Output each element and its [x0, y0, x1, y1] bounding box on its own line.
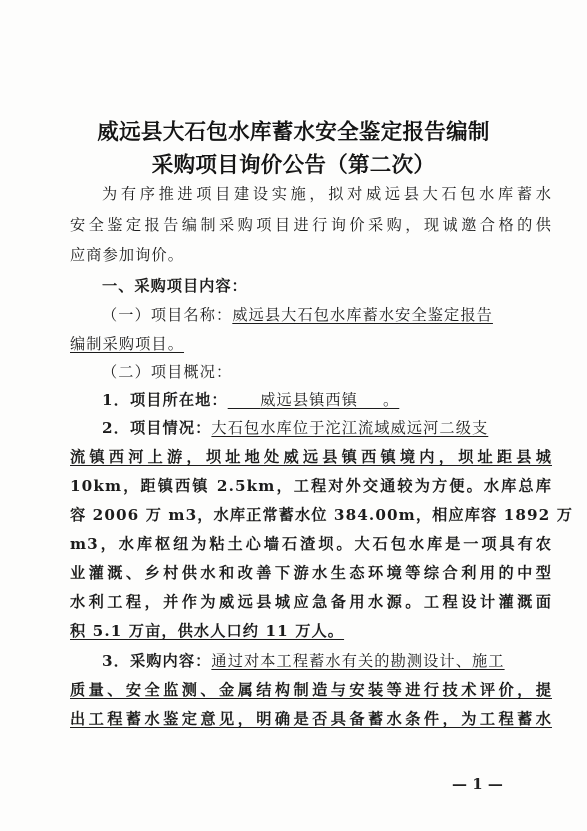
- situation-line-7: 水利工程，并作为威远县城应急备用水源。工程设计灌溉面: [70, 593, 552, 611]
- situation-label: 2．项目情况：: [102, 419, 212, 437]
- situation-line-4: 容 2006 万 m3，水库正常蓄水位 384.00m，相应库容 1892 万: [70, 506, 573, 524]
- situation-text-1: 大石包水库位于沱江流域威远河二级支: [211, 419, 489, 437]
- intro-line-2: 安全鉴定报告编制采购项目进行询价采购，现诚邀合格的供: [70, 216, 552, 234]
- location-value-wrap: [228, 391, 400, 409]
- procurement-line-2: [70, 680, 552, 700]
- location-line: [102, 390, 552, 410]
- location-value: 威远县镇西镇: [260, 391, 358, 409]
- intro-line-1: 为有序推进项目建设实施，拟对威远县大石包水库蓄水: [102, 185, 552, 203]
- procurement-line-1: [102, 651, 552, 671]
- location-suffix: 。: [382, 391, 400, 409]
- document-title-line-2: 采购项目询价公告（第二次）: [151, 153, 436, 178]
- section-heading: 一、采购项目内容：: [102, 277, 248, 295]
- situation-text-2: 流镇西河上游，坝址地处威远县镇西镇境内，坝址距县城: [70, 448, 552, 466]
- project-name-line-1: [102, 305, 552, 325]
- procurement-text-3: 出工程蓄水鉴定意见，明确是否具备蓄水条件，为工程蓄水: [70, 710, 552, 728]
- project-name-value: 威远县大石包水库蓄水安全鉴定报告: [232, 306, 493, 324]
- procurement-line-3: [70, 709, 552, 729]
- procurement-text-2: 质量、安全监测、金属结构制造与安装等进行技术评价，提: [70, 681, 552, 699]
- project-name-line-2: [70, 334, 552, 354]
- document-title-line-1: 威远县大石包水库蓄水安全鉴定报告编制: [97, 120, 490, 145]
- project-name-value-continued: 编制采购项目。: [70, 335, 185, 353]
- situation-line-3: 10km，距镇西镇 2.5km，工程对外交通较为方便。水库总库: [70, 477, 552, 495]
- situation-text-8: 积 5.1 万亩，供水人口约 11 万人。: [70, 622, 345, 640]
- intro-line-3: 应商参加询价。: [70, 246, 185, 264]
- situation-line-2: [70, 447, 552, 467]
- situation-line-1: [102, 418, 552, 438]
- overview-heading: （二）项目概况：: [102, 363, 233, 381]
- procurement-label: 3．采购内容：: [102, 652, 212, 670]
- location-label: 1．项目所在地：: [102, 391, 228, 409]
- situation-line-6: 业灌溉、乡村供水和改善下游水生态环境等综合利用的中型: [70, 564, 552, 582]
- page-number: — 1 —: [452, 775, 503, 793]
- situation-line-8: [70, 621, 552, 641]
- situation-line-5: m3，水库枢纽为粘土心墙石渣坝。大石包水库是一项具有农: [70, 535, 552, 553]
- procurement-text-1: 通过对本工程蓄水有关的勘测设计、施工: [211, 652, 505, 670]
- project-name-label: （一）项目名称：: [102, 306, 233, 324]
